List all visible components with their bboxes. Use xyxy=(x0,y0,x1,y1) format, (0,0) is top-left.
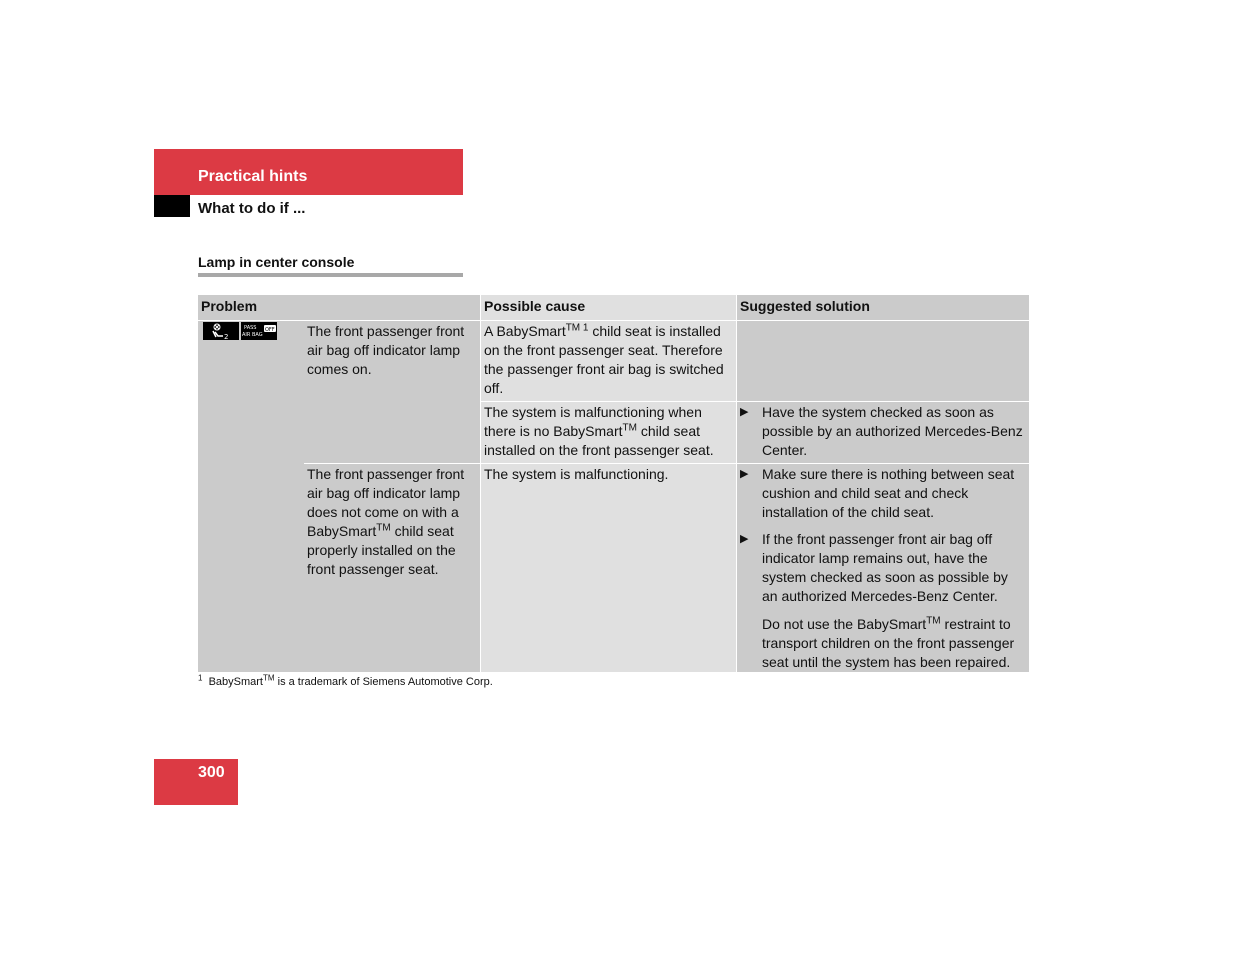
pass-air-bag-off-icon xyxy=(241,322,277,340)
bullet-arrow-icon: ▶ xyxy=(740,468,749,480)
heading-underline xyxy=(198,273,463,277)
icon-airbag-text: AIR BAG xyxy=(242,332,263,338)
cause-system-malfunctioning: The system is malfunctioning. xyxy=(481,464,736,672)
column-header-problem: Problem xyxy=(198,295,480,320)
solution-check-installation: ▶ Make sure there is nothing between seat cushion and child seat and check installation of the child seat. ▶ If the front passenger front air bag off indicator lamp remains out, have the system checked as soon as possible by an authorized Mercedes-Benz Center. Do not use the BabySmart™ restraint to transport children on the front passenger seat until the system has been repaired. xyxy=(737,464,1029,672)
problem-indicator-off: The front passenger front air bag off indicator lamp does not come on with a BabySmart™ child seat properly installed on the front passenger seat. xyxy=(304,464,480,672)
problem-indicator-on: The front passenger front air bag off indicator lamp comes on. xyxy=(304,321,480,463)
page-number: 300 xyxy=(198,764,225,781)
page-number-band xyxy=(154,759,238,805)
column-header-solution: Suggested solution xyxy=(737,295,1029,320)
passenger-airbag-seat-icon xyxy=(203,322,239,340)
bullet-arrow-icon: ▶ xyxy=(740,533,749,545)
troubleshooting-table xyxy=(198,295,1029,672)
cause-babysmart-installed: A BabySmart$^{TM 1}$ child seat is installed on the front passenger seat. Therefore the passenger front air bag is switched off. xyxy=(481,321,736,401)
section-title: Practical hints xyxy=(198,168,308,185)
page-heading: Lamp in center console xyxy=(198,254,355,270)
solution-empty xyxy=(737,321,1029,401)
bullet-arrow-icon: ▶ xyxy=(740,406,749,418)
section-marker xyxy=(154,195,190,217)
icon-off-text: OFF xyxy=(265,327,275,333)
svg-text:2: 2 xyxy=(224,333,229,340)
subsection-title: What to do if ... xyxy=(198,200,306,217)
footnote: $^1$ BabySmart™ is a trademark of Siemens Automotive Corp. xyxy=(198,673,493,688)
cause-malfunction-no-seat: The system is malfunctioning when there is no BabySmart™ child seat installed on the front passenger seat. xyxy=(481,402,736,463)
column-header-cause: Possible cause xyxy=(481,295,736,320)
icon-cell xyxy=(198,321,304,672)
icon-pass-text: PASS xyxy=(244,325,257,331)
solution-check-system: ▶ Have the system checked as soon as possible by an authorized Mercedes-Benz Center. xyxy=(737,402,1029,463)
